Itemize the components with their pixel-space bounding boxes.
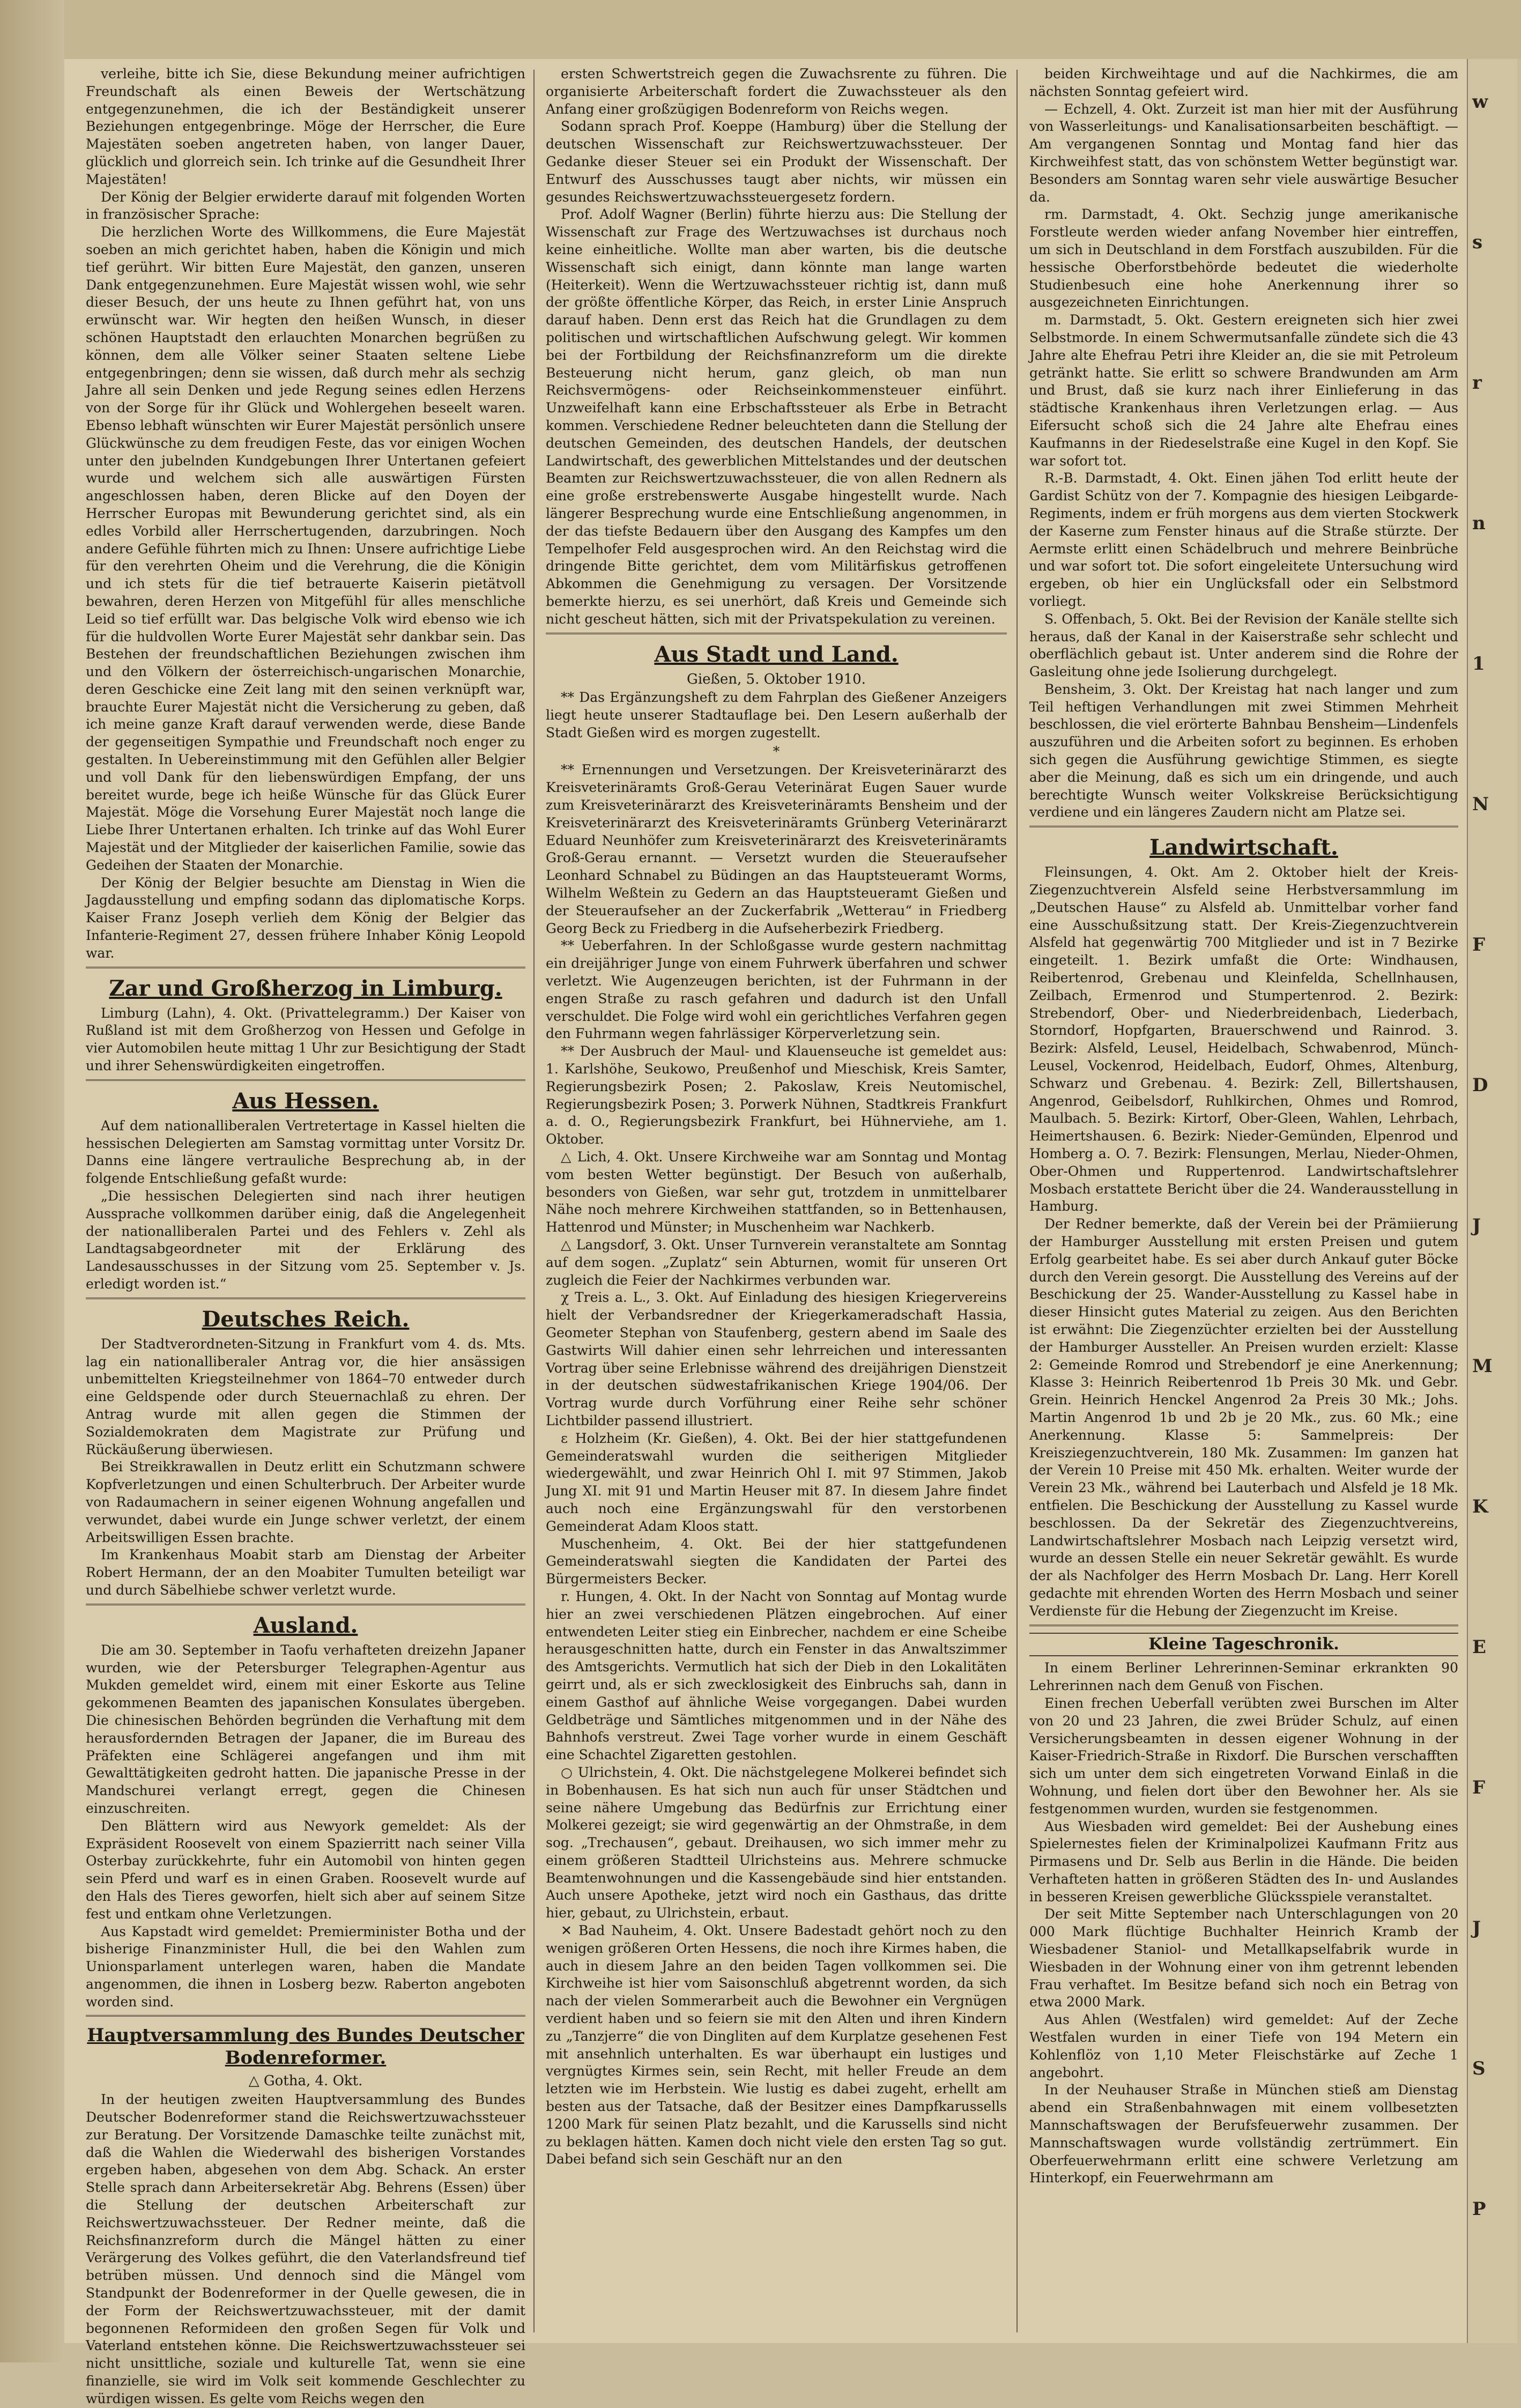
paragraph: ** Das Ergänzungsheft zu dem Fahrplan des Gießener Anzeigers liegt heute unserer Stadtauflage bei. Den Lesern außerhalb der Stadt Gießen wird es morgen zugestellt. [546,690,1007,740]
edge-fragment: J [1472,1917,1481,1939]
edge-fragment: J [1472,1215,1481,1236]
edge-fragment: M [1472,1355,1493,1377]
article-zar-limburg [86,1005,525,1075]
dateline-gotha: △ Gotha, 4. Okt. [248,2073,363,2090]
paragraph: — Echzell, 4. Okt. Zurzeit ist man hier mit der Ausführung von Wasserleitungs- und Kanalisationsarbeiten beschäftigt. — Am vergangenen Sonntag und Montag fand hier das Kirchweihfest statt, das von schönstem Wetter begünstigt war. Besonders am Sonntag waren sehr viele auswärtige Besucher da. [1029,101,1458,205]
column-1 [86,65,525,2406]
edge-fragment: n [1472,513,1486,534]
divider [1029,826,1458,827]
section-title-landwirtschaft: Landwirtschaft. [1149,835,1338,861]
paragraph: Bensheim, 3. Okt. Der Kreistag hat nach langer und zum Teil heftigen Verhandlungen mit zwei Stimmen Mehrheit beschlossen, die viel erörterte Bahnbau Bensheim—Lindenfels auszuführen und die Arbeiten sofort zu beginnen. Es erhoben sich gegen die Ausführung gewichtige Stimmen, es siegte aber die Meinung, daß es sich um ein dringende, und auch berechtigte Wunsch weiter Volkskreise Berücksichtigung verdiene und ein längeres Zaudern nicht am Platze sei. [1029,681,1458,820]
paragraph: ersten Schwertstreich gegen die Zuwachsrente zu führen. Die organisierte Arbeiterschaft fordert die Zuwachssteuer als den Anfang einer großzügigen Bodenreform von Reichs wegen. [546,66,1007,117]
section-title-tageschronik: Kleine Tageschronik. [1029,1633,1458,1657]
newspaper-page [64,59,1517,2406]
paragraph: m. Darmstadt, 5. Okt. Gestern ereigneten sich hier zwei Selbstmorde. In einem Schwermutsanfalle zündete sich die 43 Jahre alte Ehefrau Petri ihre Kleider an, die sie mit Petroleum getränkt hatte. Sie erlitt so schwere Brandwunden am Arm und Brust, daß sie kurz nach ihrer Einlieferung in das städtische Krankenhaus ihren Verletzungen erlag. — Aus Eifersucht schoß sich die 24 Jahre alte Ehefrau eines Kaufmanns in der Riedeselstraße eine Kugel in den Kopf. Sie war sofort tot. [1029,312,1458,469]
paragraph: S. Offenbach, 5. Okt. Bei der Revision der Kanäle stellte sich heraus, daß der Kanal in der Kaiserstraße sehr schlecht und oberflächlich gebaut ist. Unter anderem sind die Rohre der Gasleitung ohne jede Isolierung durchgelegt. [1029,611,1458,680]
paragraph: Aus Wiesbaden wird gemeldet: Bei der Aushebung eines Spielernestes fielen der Kriminalpolizei Kaufmann Fritz aus Pirmasens und Dr. Selb aus Berlin in die Hände. Die beiden Verhafteten hatten in größeren Städten des In- und Auslandes in besseren Kreisen gewerbliche Glücksspiele veranstaltet. [1029,1818,1458,1905]
paragraph: ε Holzheim (Kr. Gießen), 4. Okt. Bei der hier stattgefundenen Gemeinderatswahl wurden die seitherigen Mitglieder wiedergewählt, und zwar Heinrich Ohl I. mit 97 Stimmen, Jakob Jung XI. mit 91 und Martin Heuser mit 87. In diesem Jahre findet auch noch eine Ergänzungswahl für den verstorbenen Gemeinderat Adam Kloos statt. [546,1430,1007,1534]
article-deutsches-reich [86,1336,525,1599]
article-continuation [86,65,525,962]
divider [1029,1625,1458,1626]
paragraph: Einen frechen Ueberfall verübten zwei Burschen im Alter von 20 und 23 Jahren, die zwei Brüder Schulz, auf einen Versicherungsbeamten in dessen eigener Wohnung in der Kaiser-Friedrich-Straße in Rixdorf. Die Burschen verschafften sich um unter dem sich eingetreten Vorwand Einlaß in die Wohnung, und fielen dort über den Bewohner her. Als sie festgenommen wurden, wurden sie festgenommen. [1029,1695,1458,1817]
column-3 [1029,65,1458,2339]
paragraph: Auf dem nationalliberalen Vertretertage in Kassel hielten die hessischen Delegierten am Samstag vormittag unter Vorsitz Dr. Danns eine längere vertrauliche Besprechung ab, in der folgende Entschließung gefaßt wurde: [86,1117,525,1187]
divider [86,1298,525,1299]
edge-fragment: P [1472,2198,1486,2220]
edge-fragment: E [1472,1636,1486,1658]
paragraph: χ Treis a. L., 3. Okt. Auf Einladung des hiesigen Kriegervereins hielt der Verbandsredner der Kriegerkameradschaft Hassia, Geometer Stephan von Staufenberg, gestern abend im Saale des Gastwirts Will dahier einen sehr lehrreichen und interessanten Vortrag über seine Erlebnisse während des dreijährigen Dienstzeit in der deutschen südwestafrikanischen Kriege 1904/06. Der Vortrag wurde durch Vorführung einer Reihe sehr schöner Lichtbilder passend illustriert. [546,1290,1007,1428]
paragraph: ** Der Ausbruch der Maul- und Klauenseuche ist gemeldet aus: 1. Karlshöhe, Seukowo, Preußenhof und Mieschisk, Kreis Samter, Regierungsbezirk Posen; 2. Pakoslaw, Kreis Neutomischel, Regierungsbezirk Posen; 3. Porwerk Nühnen, Stadtkreis Frankfurt a. d. O., Regierungsbezirk Frankfurt, bei Hühnerviehe, am 1. Oktober. [546,1043,1007,1147]
paragraph: Aus Kapstadt wird gemeldet: Premierminister Botha und der bisherige Finanzminister Hull, die bei den Wahlen zum Unionsparlament unterlegen waren, haben die Mandate angenommen, die ihnen in Losberg bezw. Raberton angeboten worden sind. [86,1923,525,2010]
local-news-continuation [1029,65,1458,821]
paragraph: Den Blättern wird aus Newyork gemeldet: Als der Expräsident Roosevelt von einem Spazierritt nach seiner Villa Osterbay zurückkehrte, fuhr ein Automobil von hinten gegen sein Pferd und warf es in einen Graben. Roosevelt wurde auf den Hals des Tieres geworfen, hielt sich aber auf seinem Sitze fest und entkam ohne Verletzungen. [86,1818,525,1922]
paragraph: Bei Streikkrawallen in Deutz erlitt ein Schutzmann schwere Kopfverletzungen und einen Schulterbruch. Der Arbeiter wurde von Radaumachern in seiner eigenen Wohnung angefallen und verwundet, dabei wurde ein Junge schwer verletzt, der einem Arbeitswilligen Essen brachte. [86,1459,525,1545]
paragraph: Der König der Belgier besuchte am Dienstag in Wien die Jagdausstellung und empfing sodann das diplomatische Korps. Kaiser Franz Joseph verlieh dem König der Belgier das Infanterie-Regiment 27, dessen frühere Inhaber König Leopold war. [86,875,525,961]
edge-fragment: 1 [1472,653,1485,675]
paragraph: rm. Darmstadt, 4. Okt. Sechzig junge amerikanische Forstleute werden wieder anfang November hier eintreffen, um sich in Deutschland in dem Forstfach auszubilden. Für die hessische Oberforstbehörde bedeutet die wiederholte Studienbesuch eine hohe Anerkennung ihrer so ausgezeichneten Einrichtungen. [1029,206,1458,310]
column-divider [1017,70,1018,2332]
paragraph: Aus Ahlen (Westfalen) wird gemeldet: Auf der Zeche Westfalen wurden in einer Tiefe von 194 Metern ein Kohlenflöz von 1,10 Meter Fleischstärke auf Zeche 1 angebohrt. [1029,2012,1458,2080]
edge-fragment: N [1472,794,1489,815]
paragraph: Die am 30. September in Taofu verhafteten dreizehn Japaner wurden, wie der Petersburger Telegraphen-Agentur aus Mukden gemeldet wird, einem mit einer Eskorte aus Teline gekommenen Beamten des japanischen Konsulates übergeben. Die chinesischen Behörden begründen die Verhaftung mit dem herausfordernden Betragen der Japaner, die im Bureau des Präfekten eine Schlägerei angefangen und ihm mit Gewalttätigkeiten gedroht hatten. Die japanische Presse in der Mandschurei verlangt erregt, gegen die Chinesen einzuschreiten. [86,1642,525,1816]
paragraph: r. Hungen, 4. Okt. In der Nacht von Sonntag auf Montag wurde hier an zwei verschiedenen Plätzen eingebrochen. Auf einer entwendeten Leiter stieg ein Einbrecher, nachdem er eine Scheibe herausgeschnitten hatte, durch ein Fenster in das Anwaltszimmer des Amtsgerichts. Vermutlich hat sich der Dieb in den Lokalitäten geirrt und, als er sich zwecklosigkeit des Einbruchs sah, dann in einem Gasthof auf ähnliche Weise vorgegangen. Dabei wurden Geldbeträge und Sämtliches mitgenommen und in der Nähe des Bahnhofs verstreut. Zwei Tage vorher wurde in einem Geschäft eine Schachtel Zigaretten gestohlen. [546,1588,1007,1763]
paragraph: ** Ernennungen und Versetzungen. Der Kreisveterinärarzt des Kreisveterinäramts Groß-Gerau Veterinärat Eugen Sauer wurde zum Kreisveterinärarzt des Kreisveterinäramts Bensheim und der Kreisveterinärarzt des Kreisveterinäramts Grünberg Veterinärarzt Eduard Neunhöfer zum Kreisveterinärarzt des Kreisveterinäramts Groß-Gerau ernannt. — Versetzt wurden die Steueraufseher Leonhard Schnabel zu Büdingen an das Hauptsteueramt Worms, Wilhelm Weßtein zu Gedern an das Hauptsteueramt Gießen und der Steueraufseher an der Zuckerfabrik „Wetterau“ in Friedberg Georg Beck zu Friedberg in die Aufseherbezirk Friedberg. [546,762,1007,936]
paragraph: Der Redner bemerkte, daß der Verein bei der Prämiierung der Hamburger Ausstellung mit ersten Preisen und gutem Erfolg gearbeitet habe. Es sei aber durch Ankauf guter Böcke durch den Verein gesorgt. Die Ausstellung des Vereins auf der Beschickung der 25. Wander-Ausstellung zu Kassel habe in dieser Hinsicht gutes Material zu zeigen. Aus den Berichten ist erwähnt: Die Ziegenzüchter erzielten bei der Ausstellung der Hamburger Aussteller. An Preisen wurden erzielt: Klasse 2: Gemeinde Romrod und Strebendorf je eine Anerkennung; Klasse 3: Heinrich Reibertenrod 1b Preis 30 Mk. und Gebr. Grein. Heinrich Henckel Angenrod 2a Preis 30 Mk.; Johs. Martin Angenrod 1b und 2b je 20 Mk., zus. 60 Mk.; eine Anerkennung. Klasse 5: Sammelpreis: Der Kreisziegenzuchtverein, 180 Mk. Zusammen: Im ganzen hat der Verein 10 Preise mit 450 Mk. erhalten. Weiter wurde der Verein 23 Mk., während bei Lauterbach und Alsfeld je 18 Mk. entfielen. Die Beschickung der Ausstellung zu Kassel wurde beschlossen. Da der Sekretär des Ziegenzuchtvereins, Landwirtschaftslehrer Mosbach nach Leipzig versetzt wird, wurde an dessen Stelle ein neuer Sekretär gewählt. Es wurde der als Nachfolger des Herrn Mosbach Dr. Lang. Herr Korell gedachte mit ehrenden Worten des Herrn Mosbach und seiner Verdienste für die Hebung der Ziegenzucht im Kreise. [1029,1216,1458,1619]
section-title-zar: Zar und Großherzog in Limburg. [109,975,502,1001]
dateline-giessen: Gießen, 5. Oktober 1910. [687,671,866,687]
paragraph: ✕ Bad Nauheim, 4. Okt. Unsere Badestadt gehört noch zu den wenigen größeren Orten Hessens, die noch ihre Kirmes haben, die auch in diesem Jahre an den beiden Tagen vollkommen sei. Die Kirchweihe ist hier vom Saisonschluß abgetrennt worden, da sich nach der vielen Sommerarbeit auch die Bewohner ein Vergnügen verdient haben und so feiern sie mit den Alten und ihren Kindern zu „Tanzjerre“ die von Dingliten auf dem Kurplatze gesehenen Fest mit ansehnlich unterhalten. Es war überhaupt ein lustiges und vergnügtes Kirmes sein, sein Recht, mit heller Freude an dem letzten wie im Herbstein. Wie lustig es dabei zugeht, erhellt am besten aus der Tatsache, daß der Besitzer eines Dampfkarussells 1200 Mark für seinen Platz bezahlt, und die Karussells sind nicht zu beklagen hätten. Kamen doch nicht viele den ersten Tag so gut. Dabei befand sich sein Geschäft nur an den [546,1923,1007,2167]
edge-fragment: w [1472,91,1488,113]
article-continuation [546,65,1007,628]
edge-fragment: s [1472,232,1483,253]
divider [86,1079,525,1081]
divider [86,967,525,968]
column-2 [546,65,1007,2339]
divider [86,2015,525,2017]
paragraph: Im Krankenhaus Moabit starb am Dienstag der Arbeiter Robert Hermann, der an den Moabiter Tumulten beteiligt war und durch Säbelhiebe schwer verletzt wurde. [86,1547,525,1598]
article-landwirtschaft [1029,864,1458,1620]
edge-fragment: F [1472,1777,1486,1798]
section-title-aus-hessen: Aus Hessen. [232,1088,379,1114]
section-star: * [773,743,780,759]
edge-fragment: F [1472,934,1486,955]
scan-left-margin [0,0,64,2362]
paragraph: In der heutigen zweiten Hauptversammlung des Bundes Deutscher Bodenreformer stand die Reichswertzuwachssteuer zur Beratung. Der Vorsitzende Damaschke teilte zunächst mit, daß die Wahlen die Wiederwahl des bisherigen Vorstandes ergeben haben, abgesehen von dem Abg. Schack. An erster Stelle sprach dann Arbeitersekretär Abg. Behrens (Essen) über die Stellung der deutschen Arbeiterschaft zur Reichswertzuwachssteuer. Der Redner meinte, daß die Reichsfinanzreform durch die Mängel hätten zu einer Verärgerung des Volkes geführt, die den Vaterlandsfreund tief betrüben müssen. Und dennoch sind die Mängel vom Standpunkt der Bodenreformer in der Quelle gewesen, die in der Form der Reichswertzuwachssteuer, mit der damit begonnenen Reformideen den großen Segen für Volk und Vaterland entstehen könne. Die Reichswertzuwachssteuer sei nicht unsittliche, soziale und kulturelle Tat, wenn sie eine finanzielle, sie wird im Volk seit kommende Geschlechter zu würdigen wissen. Es gelte vom Reichs wegen den [86,2092,525,2406]
paragraph: ** Ueberfahren. In der Schloßgasse wurde gestern nachmittag ein dreijähriger Junge von einem Fuhrwerk überfahren und schwer verletzt. Wie Augenzeugen berichten, ist der Fuhrmann in der engen Straße zu rasch gefahren und dadurch ist den Unfall verschuldet. Die Folge wird wohl ein gerichtliches Verfahren gegen den Fuhrmann wegen fahrlässiger Körperverletzung sein. [546,938,1007,1042]
local-news-a [546,689,1007,742]
section-title-stadt-und-land: Aus Stadt und Land. [654,641,899,667]
article-ausland [86,1642,525,2011]
paragraph: Der seit Mitte September nach Unterschlagungen von 20 000 Mark flüchtige Buchhalter Heinrich Kramb der Wiesbadener Staniol- und Metallkapselfabrik wurde in Wiesbaden in der Wohnung einer von ihm getrennt lebenden Frau verhaftet. Im Besitze befand sich noch ein Betrag von etwa 2000 Mark. [1029,1906,1458,2010]
paragraph: Fleinsungen, 4. Okt. Am 2. Oktober hielt der Kreis-Ziegenzuchtverein Alsfeld seine Herbstversammlung im „Deutschen Hause“ zu Alsfeld ab. Unmittelbar vorher fand eine Ausschußsitzung statt. Der Kreis-Ziegenzuchtverein Alsfeld hat gegenwärtig 700 Mitglieder und ist in 7 Bezirke eingeteilt. 1. Bezirk umfaßt die Orte: Windhausen, Reibertenrod, Grebenau und Kleinfelda, Schellnhausen, Zeilbach, Ermenrod und Stumpertenrod. 2. Bezirk: Strebendorf, Ober- und Niederbreidenbach, Liederbach, Storndorf, Hopfgarten, Brauerschwend und Rainrod. 3. Bezirk: Alsfeld, Leusel, Heidelbach, Schwabenrod, Münch-Leusel, Vockenrod, Heidelbach, Eudorf, Ohmes, Altenburg, Schwarz und Grebenau. 4. Bezirk: Zell, Billertshausen, Angenrod, Geibelsdorf, Ruhlkirchen, Ohmes und Romrod, Maulbach. 5. Bezirk: Kirtorf, Ober-Gleen, Wahlen, Lehrbach, Heimertshausen. 6. Bezirk: Nieder-Gemünden, Elpenrod und Homberg a. O. 7. Bezirk: Flensungen, Merlau, Nieder-Ohmen, Ober-Ohmen und Ruppertenrod. Landwirtschaftslehrer Mosbach erstattete Bericht über die 24. Wanderausstellung in Hamburg. [1029,864,1458,1214]
paragraph: Prof. Adolf Wagner (Berlin) führte hierzu aus: Die Stellung der Wissenschaft zur Frage des Wertzuwachses ist durchaus noch keine einheitliche. Wollte man aber warten, bis die deutsche Wissenschaft sich einigt, dann könnte man lange warten (Heiterkeit). Wenn die Wertzuwachssteuer richtig ist, dann muß der größte öffentliche Körper, das Reich, in erster Linie Anspruch darauf haben. Denn erst das Reich hat die Grundlagen zu dem politischen und wirtschaftlichen Aufschwung gelegt. Wir kommen bei der Fortbildung der Reichsfinanzreform um die direkte Besteuerung nicht herum, ganz gleich, ob man nun Reichsvermögens- oder Reichseinkommensteuer einführt. Unzweifelhaft kann eine Erbschaftssteuer als Erbe in Betracht kommen. Verschiedene Redner beleuchteten dann die Stellung der deutschen Gemeinden, des deutschen Handels, der deutschen Landwirtschaft, des gewerblichen Mittelstandes und der deutschen Beamten zur Reichswertzuwachssteuer, die von allen Rednern als eine große erstrebenswerte Ausgabe hingestellt wurde. Nach längerer Besprechung wurde eine Entschließung angenommen, in der das tiefste Bedauern über den Ausgang des Kampfes um den Tempelhofer Feld ausgesprochen wird. An den Reichstag wird die dringende Bitte gerichtet, dem vom Militärfiskus getroffenen Abkommen die Genehmigung zu versagen. Der Vorsitzende bemerkte hierzu, es sei unerhört, daß Kreis und Gemeinde sich nicht gescheut hätten, sich mit der Privatspekulation zu vereinen. [546,206,1007,627]
paragraph: In einem Berliner Lehrerinnen-Seminar erkrankten 90 Lehrerinnen nach dem Genuß von Fischen. [1029,1660,1458,1694]
paragraph: Sodann sprach Prof. Koeppe (Hamburg) über die Stellung der deutschen Wissenschaft zur Reichswertzuwachssteuer. Der Gedanke dieser Steuer sei ein Produkt der Wissenschaft. Der Entwurf des Ausschusses taugt aber nichts, wir müssen ein gesundes Reichswertzuwachssteuergesetz fordern. [546,118,1007,205]
column-divider [533,70,535,2332]
paragraph: △ Lich, 4. Okt. Unsere Kirchweihe war am Sonntag und Montag vom besten Wetter begünstigt. Der Besuch von außerhalb, besonders von Gießen, war sehr gut, trotzdem in unmittelbarer Nähe noch mehrere Kirchweihen stattfanden, so in Bettenhausen, Hattenrod und Münster; in Muschenheim war Nachkerb. [546,1149,1007,1235]
edge-fragment: K [1472,1496,1488,1517]
article-aus-hessen [86,1117,525,1293]
edge-fragment: D [1472,1075,1488,1096]
section-title-ausland: Ausland. [253,1612,358,1638]
paragraph: Die herzlichen Worte des Willkommens, die Eure Majestät soeben an mich gerichtet haben, haben die Königin und mich tief gerührt. Wir bitten Eure Majestät, den ganzen, unseren Dank entgegenzunehmen. Eure Majestät wissen wohl, wie sehr dieser Besuch, der uns heute zu Ihnen geführt hat, von uns erwünscht war. Wir hegten den heißen Wunsch, in dieser schönen Hauptstadt den erlauchten Monarchen begrüßen zu können, dem alle Völker seiner Staaten seltene Liebe entgegenbringen; denn sie wissen, daß durch mehr als sechzig Jahre all sein Denken und jede Regung seines edlen Herzens von der Sorge für ihr Glück und Wohlergehen beseelt waren. Ebenso lebhaft wünschten wir Eurer Majestät persönlich unsere Glückwünsche zu dem freudigen Feste, das vor einigen Wochen unter den jubelnden Kundgebungen Ihrer Untertanen gefeiert wurde und welchem sich alle auswärtigen Fürsten angeschlossen haben, deren Blicke auf den Doyen der Herrscher Europas mit Bewunderung gerichtet sind, als ein edles Vorbild aller Herrschertugenden, darzubringen. Noch andere Gefühle führten mich zu Ihnen: Unsere aufrichtige Liebe für den verehrten Oheim und die Verehrung, die die Königin und ich stets für die tief betrauerte Kaiserin pietätvoll bewahren, deren Herzen von Mitgefühl für alles menschliche Leid so tief erfüllt war. Das belgische Volk wird ebenso wie ich für die huldvollen Worte Eurer Majestät sehr dankbar sein. Das Bestehen der freundschaftlichen Beziehungen zwischen ihm und den Völkern der österreichisch-ungarischen Monarchie, deren Geschicke eine Zeit lang mit den seinen verknüpft war, brauchte Eurer Majestät nicht die Versicherung zu geben, daß ich meine ganze Kraft darauf verwenden werde, diese Bande der gegenseitigen Sympathie und Freundschaft noch enger zu gestalten. In Uebereinstimmung mit den Gefühlen aller Belgier und voll Dank für den liebenswürdigen Empfang, der uns bereitet wurde, bege ich heiße Wünsche für das Glück Eurer Majestät. Möge die Vorsehung Eurer Majestät noch lange die Liebe Ihrer Untertanen erhalten. Ich trinke auf das Wohl Eurer Majestät und der Mitglieder der kaiserlichen Familie, sowie das Gedeihen der Staaten der Monarchie. [86,224,525,873]
paragraph: △ Langsdorf, 3. Okt. Unser Turnverein veranstaltete am Sonntag auf dem sogen. „Zuplatz“ sein Abturnen, womit für unseren Ort zugleich die Feier der Nachkirmes verbunden war. [546,1237,1007,1288]
divider [86,1604,525,1605]
adjacent-page-edge [1467,59,1517,2343]
paragraph: beiden Kirchweihtage und auf die Nachkirmes, die am nächsten Sonntag gefeiert wird. [1029,66,1458,99]
paragraph: Der König der Belgier erwiderte darauf mit folgenden Worten in französischer Sprache: [86,189,525,223]
section-title-bodenreformer: Hauptversammlung des Bundes Deutscher Bodenreformer. [87,2025,524,2069]
section-title-deutsches-reich: Deutsches Reich. [202,1306,410,1332]
paragraph: ○ Ulrichstein, 4. Okt. Die nächstgelegene Molkerei befindet sich in Bobenhausen. Es hat sich nun auch für unser Städtchen und seine nähere Umgebung das Bedürfnis zur Errichtung einer Molkerei gezeigt; sie wird gegenwärtig an der Ohmstraße, in dem sog. „Trechausen“, gebaut. Dreihausen, wo sich immer mehr zu einem größeren Stadtteil Ulrichsteins aus. Mehrere schmucke Beamtenwohnungen und die Kassengebäude sind hier entstanden. Auch unsere Apotheke, jetzt wird noch ein Gasthaus, das dritte hier, gebaut, zu Ulrichstein, erbaut. [546,1764,1007,1921]
local-news-b [546,761,1007,2168]
scan-top-margin [0,0,1521,59]
edge-fragment: S [1472,2058,1486,2079]
paragraph: Muschenheim, 4. Okt. Bei der hier stattgefundenen Gemeinderatswahl siegten die Kandidaten der Partei des Bürgermeisters Becker. [546,1536,1007,1587]
divider [546,633,1007,634]
paragraph: In der Neuhauser Straße in München stieß am Dienstag abend ein Straßenbahnwagen mit einem vollbesetzten Mannschaftswagen der Berufsfeuerwehr zusammen. Der Mannschaftswagen wurde vollständig zertrümmert. Ein Oberfeuerwehrmann erlitt eine schwere Verletzung am Hinterkopf, ein Feuerwehrmann am [1029,2082,1458,2186]
paragraph: verleihe, bitte ich Sie, diese Bekundung meiner aufrichtigen Freundschaft als einen Beweis der Wertschätzung entgegenzunehmen, die ich der Beständigkeit unserer Beziehungen entgegenbringe. Möge der Herrscher, die Eure Majestäten soeben angetreten haben, von langer Dauer, glücklich und glorreich sein. Ich trinke auf die Gesundheit Ihrer Majestäten! [86,66,525,187]
edge-fragment: r [1472,372,1482,394]
article-bodenreformer [86,2091,525,2407]
paragraph: Der Stadtverordneten-Sitzung in Frankfurt vom 4. ds. Mts. lag ein nationalliberaler Antrag vor, die hier ansässigen unbemittelten Kriegsteilnehmer von 1864–70 entweder durch eine Geldspende oder durch Steuernachlaß zu ehren. Der Antrag wurde mit allen gegen die Stimmen der Sozialdemokraten dem Magistrate zur Prüfung und Rückäußerung überwiesen. [86,1336,525,1457]
paragraph: Limburg (Lahn), 4. Okt. (Privattelegramm.) Der Kaiser von Rußland ist mit dem Großherzog von Hessen und Gefolge in vier Automobilen heute mittag 1 Uhr zur Besichtigung der Stadt und ihrer Sehenswürdigkeiten eingetroffen. [86,1005,525,1074]
article-tageschronik [1029,1659,1458,2187]
paragraph: „Die hessischen Delegierten sind nach ihrer heutigen Aussprache vollkommen darüber einig, daß die Angelegenheit der nationalliberalen Partei und des Fehlers v. Zehl als Landtagsabgeordneter mit der Erklärung des Landesausschusses in der Sitzung vom 25. September v. Js. erledigt worden ist.“ [86,1188,525,1292]
paragraph: R.-B. Darmstadt, 4. Okt. Einen jähen Tod erlitt heute der Gardist Schütz von der 7. Kompagnie des hiesigen Leibgarde-Regiments, indem er früh morgens aus dem vierten Stockwerk der Kaserne zum Fenster hinaus auf die Straße stürzte. Der Aermste erlitt einen Schädelbruch und mehrere Beinbrüche und war sofort tot. Die sofort eingeleitete Untersuchung wird ergeben, ob hier ein Unglücksfall oder ein Selbstmord vorliegt. [1029,470,1458,609]
